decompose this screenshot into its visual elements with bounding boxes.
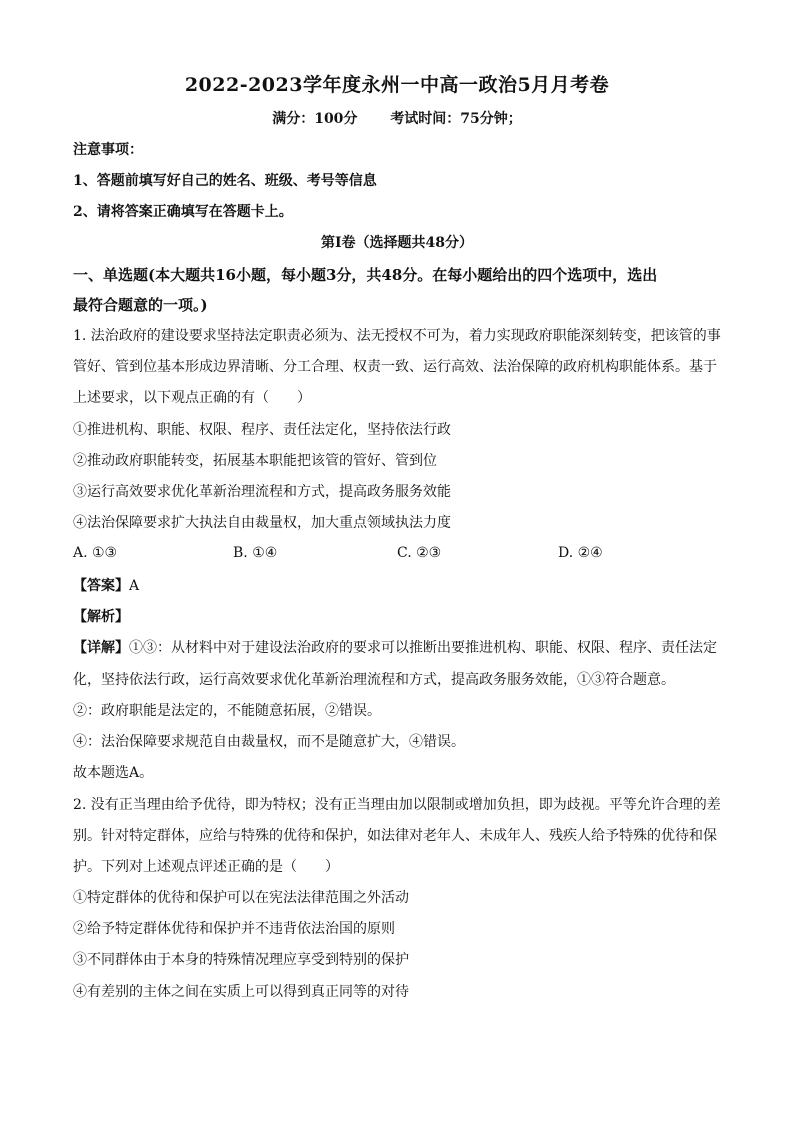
q1-option-b: B. ①④ <box>233 545 278 561</box>
q1-statement: ③运行高效要求优化革新治理流程和方式，提高政务服务效能 <box>73 484 451 500</box>
q1-detail: ②：政府职能是法定的，不能随意拓展，②错误。 <box>73 703 381 719</box>
q1-statement: ①推进机构、职能、权限、程序、责任法定化，坚持依法行政 <box>73 422 451 438</box>
q1-stem: 上述要求，以下观点正确的有（ ） <box>73 390 311 406</box>
q1-detail: ④：法治保障要求规范自由裁量权，而不是随意扩大，④错误。 <box>73 734 465 750</box>
detail-text: ①③：从材料中对于建设法治政府的要求可以推断出要推进机构、职能、权限、程序、责任法定 <box>129 640 717 656</box>
answer-value: A <box>129 578 140 594</box>
analysis-tag: 【解析】 <box>73 609 129 625</box>
q1-stem: 管好、管到位基本形成边界清晰、分工合理、权责一致、运行高效、法治保障的政府机构职能体系。基于 <box>73 359 717 375</box>
q1-stem: 1. 法治政府的建设要求坚持法定职责必须为、法无授权不可为，着力实现政府职能深刻转变，把该管的事 <box>73 328 721 344</box>
notice-item: 2、请将答案正确填写在答题卡上。 <box>73 204 293 220</box>
q2-statement: ②给予特定群体优待和保护并不违背依法治国的原则 <box>73 921 395 937</box>
q2-stem: 2. 没有正当理由给予优待，即为特权；没有正当理由加以限制或增加负担，即为歧视。平等允许合理的差 <box>73 797 721 813</box>
full-score: 满分：100分 <box>272 111 358 127</box>
exam-title: 2022-2023学年度永州一中高一政治5月月考卷 <box>184 74 610 96</box>
q2-statement: ④有差别的主体之间在实质上可以得到真正同等的对待 <box>73 984 409 1000</box>
exam-meta <box>0 108 794 128</box>
q1-option-c: C. ②③ <box>397 545 442 561</box>
q1-option-a: A. ①③ <box>73 545 118 561</box>
q2-statement: ③不同群体由于本身的特殊情况理应享受到特别的保护 <box>73 952 409 968</box>
section-title: 第I卷（选择题共48分） <box>320 235 474 251</box>
q1-conclusion: 故本题选A。 <box>73 765 154 781</box>
detail-tag: 【详解】 <box>73 640 129 656</box>
section-instruction: 一、单选题(本大题共16小题，每小题3分，共48分。在每小题给出的四个选项中，选出 <box>73 266 658 284</box>
section-instruction: 最符合题意的一项。) <box>73 296 208 314</box>
q1-answer <box>73 576 723 596</box>
exam-time: 考试时间：75分钟； <box>390 111 522 127</box>
q2-statement: ①特定群体的优待和保护可以在宪法法律范围之外活动 <box>73 890 409 906</box>
q1-statement: ②推动政府职能转变，拓展基本职能把该管的管好、管到位 <box>73 453 437 469</box>
q1-option-d: D. ②④ <box>558 545 603 561</box>
notice-heading: 注意事项： <box>73 142 143 158</box>
q2-stem: 护。下列对上述观点评述正确的是（ ） <box>73 859 339 875</box>
notice-item: 1、答题前填写好自己的姓名、班级、考号等信息 <box>73 173 377 189</box>
q2-stem: 别。针对特定群体，应给与特殊的优待和保护，如法律对老年人、未成年人、残疾人给予特殊的优待和保 <box>73 828 717 844</box>
answer-tag: 【答案】 <box>73 578 129 594</box>
q1-detail <box>73 638 723 658</box>
q1-statement: ④法治保障要求扩大执法自由裁量权，加大重点领域执法力度 <box>73 515 451 531</box>
q1-detail: 化，坚持依法行政，运行高效要求优化革新治理流程和方式，提高政务服务效能，①③符合题意。 <box>73 672 675 688</box>
